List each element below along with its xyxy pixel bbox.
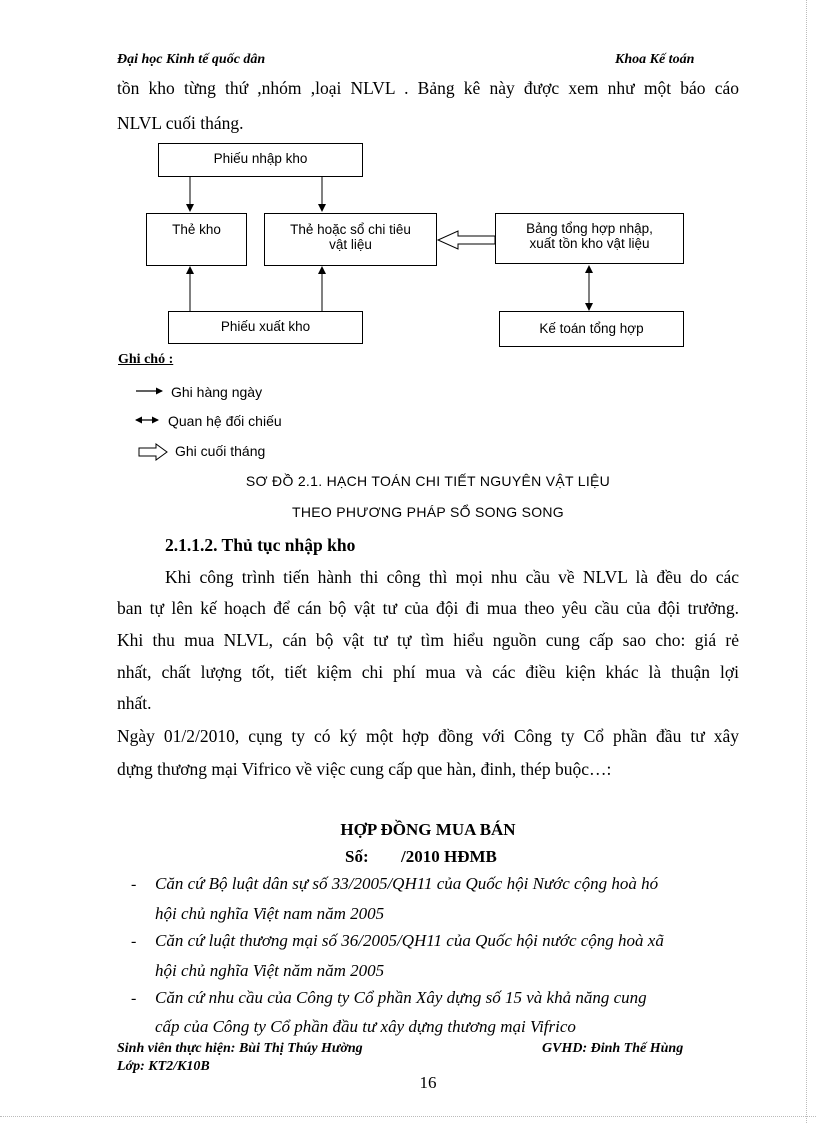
header-department: Khoa Kế toán bbox=[615, 52, 695, 67]
box-bang-tong-hop bbox=[495, 213, 684, 264]
p1-line-2: ban tự lên kế hoạch để cán bộ vật tư của đội đi mua theo yêu cầu của đội trưởng. bbox=[117, 598, 739, 618]
contract-title: HỢP ĐỒNG MUA BÁN bbox=[340, 820, 516, 839]
header-university: Đại học Kinh tế quốc dân bbox=[117, 52, 266, 67]
footer-advisor: GVHD: Đinh Thế Hùng bbox=[542, 1041, 684, 1056]
page-number: 16 bbox=[419, 1073, 437, 1092]
p1-line-4: nhất, chất lượng tốt, tiết kiệm chi phí mua và các điều kiện khác là thuận lợi bbox=[117, 662, 739, 682]
bullet-2-line-1: Căn cứ luật thương mại số 36/2005/QH11 của Quốc hội nước cộng hoà xã bbox=[155, 931, 664, 950]
box-bang-tong-hop-line1: Bảng tổng hợp nhập, bbox=[526, 221, 653, 236]
bullet-dash-2: - bbox=[131, 933, 137, 950]
box-bang-tong-hop-line2: xuất tồn kho vật liệu bbox=[529, 236, 650, 251]
flow-diagram bbox=[0, 0, 816, 360]
page-right-guide bbox=[806, 0, 807, 1123]
legend-monthly-icon bbox=[139, 444, 167, 460]
diagram-caption-line1: SƠ ĐỒ 2.1. HẠCH TOÁN CHI TIẾT NGUYÊN VẬT LIỆU bbox=[245, 473, 611, 489]
legend-reconcile: Quan hệ đối chiếu bbox=[168, 413, 282, 429]
diagram-connectors bbox=[0, 0, 816, 360]
footer-student: Sinh viên thực hiện: Bùi Thị Thúy Hường bbox=[117, 1041, 363, 1056]
p1-line-3: Khi thu mua NLVL, cán bộ vật tư tự tìm hiểu nguồn cung cấp sao cho: giá rẻ bbox=[117, 630, 739, 650]
legend-daily: Ghi hàng ngày bbox=[171, 384, 263, 400]
p2-line-1: Ngày 01/2/2010, cụng ty có ký một hợp đồng với Công ty Cổ phần đầu tư xây bbox=[117, 726, 739, 746]
box-phieu-xuat-kho: Phiếu xuất kho bbox=[168, 311, 363, 344]
box-phieu-nhap-kho: Phiếu nhập kho bbox=[158, 143, 363, 177]
bullet-3-line-2: cấp của Công ty Cổ phần đầu tư xây dựng thương mại Vifrico bbox=[155, 1017, 576, 1036]
contract-number-label: Số: bbox=[345, 847, 369, 866]
diagram-caption-line2: THEO PHƯƠNG PHÁP SỔ SONG SONG bbox=[292, 504, 564, 520]
section-heading: 2.1.1.2. Thủ tục nhập kho bbox=[165, 535, 356, 555]
legend-monthly: Ghi cuối tháng bbox=[175, 443, 266, 459]
bullet-2-line-2: hội chủ nghĩa Việt năm năm 2005 bbox=[155, 961, 385, 980]
box-the-kho: Thẻ kho bbox=[146, 213, 247, 266]
p1-line-1: Khi công trình tiến hành thi công thì mọi nhu cầu về NLVL là đều do các bbox=[165, 567, 739, 587]
intro-line-2: NLVL cuối tháng. bbox=[117, 113, 244, 133]
bullet-1-line-2: hội chủ nghĩa Việt nam năm 2005 bbox=[155, 904, 385, 923]
legend-title: Ghi chó : bbox=[118, 352, 174, 367]
box-the-hoac-so-chi-tiet bbox=[264, 213, 437, 266]
page-bottom-guide bbox=[0, 1116, 816, 1117]
arrow-monthly-hollow bbox=[438, 231, 495, 249]
bullet-3-line-1: Căn cứ nhu cầu của Công ty Cổ phần Xây dựng số 15 và khả năng cung bbox=[155, 988, 647, 1007]
bullet-dash-1: - bbox=[131, 876, 137, 893]
bullet-dash-3: - bbox=[131, 990, 137, 1007]
p2-line-2: dựng thương mại Vifrico về việc cung cấp que hàn, đinh, thép buộc…: bbox=[117, 759, 612, 779]
box-ke-toan-tong-hop: Kế toán tổng hợp bbox=[499, 311, 684, 347]
intro-line-1: tồn kho từng thứ ,nhóm ,loại NLVL . Bảng kê này được xem như một báo cáo bbox=[117, 78, 739, 98]
bullet-1-line-1: Căn cứ Bộ luật dân sự số 33/2005/QH11 của Quốc hội Nước cộng hoà hó bbox=[155, 874, 659, 893]
contract-number-value: /2010 HĐMB bbox=[401, 847, 497, 866]
footer-class: Lớp: KT2/K10B bbox=[117, 1059, 210, 1074]
box-the-hoac-so-line2: vật liệu bbox=[329, 237, 372, 252]
box-the-hoac-so-line1: Thẻ hoặc sổ chi tiêu bbox=[290, 222, 411, 237]
p1-line-5: nhất. bbox=[117, 693, 152, 713]
